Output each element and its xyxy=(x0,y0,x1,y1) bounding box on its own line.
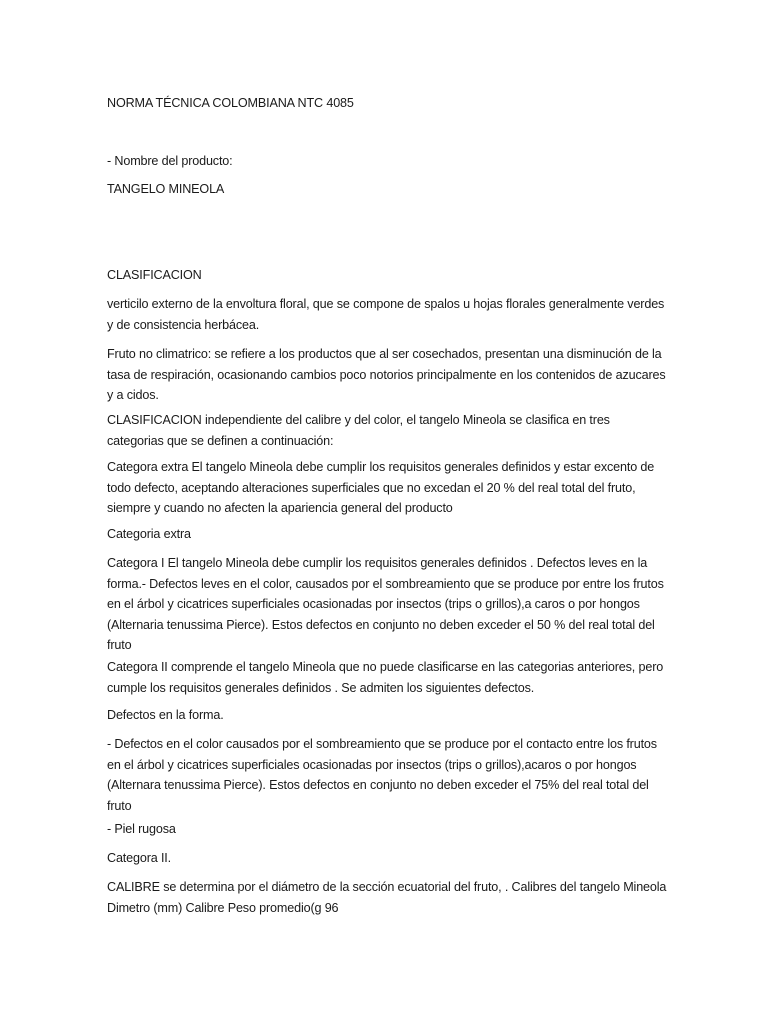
paragraph-categoria-extra-desc: Categora extra El tangelo Mineola debe cumplir los requisitos generales definidos y estar excento de todo defecto, aceptando alteraciones superficiales que no excedan el 20 % del real total del fruto, siempre y cuando no afecten la apariencia general del producto xyxy=(107,460,655,515)
product-name: TANGELO MINEOLA xyxy=(107,182,225,196)
paragraph-categoria-2b: Categora II. xyxy=(107,851,172,865)
section-heading-clasificacion: CLASIFICACION xyxy=(107,268,202,282)
paragraph-defectos-color: - Defectos en el color causados por el sombreamiento que se produce por el contacto entre los frutos en el árbol y cicatrices superficiales ocasionadas por insectos (trips o grillos),acaros o por hongos (Alternara tenussima Pierce). Estos defectos en conjunto no deben exceder el 75% del real total del fruto xyxy=(107,737,657,813)
paragraph-fruto-no-climatrico: Fruto no climatrico: se refiere a los productos que al ser cosechados, presentan una disminución de la tasa de respiración, ocasionando cambios poco notorios principalmente en los contenidos de azucares y a cidos. xyxy=(107,347,666,402)
product-name-label: - Nombre del producto: xyxy=(107,154,233,168)
paragraph-categoria-2: Categora II comprende el tangelo Mineola que no puede clasificarse en las categorias anteriores, pero cumple los requisitos generales definidos . Se admiten los siguientes defectos. xyxy=(107,660,664,695)
document-title: NORMA TÉCNICA COLOMBIANA NTC 4085 xyxy=(107,96,354,110)
paragraph-defectos-forma: Defectos en la forma. xyxy=(107,708,224,722)
paragraph-calibre: CALIBRE se determina por el diámetro de la sección ecuatorial del fruto, . Calibres del tangelo Mineola Dimetro (mm) Calibre Peso promedio(g 96 xyxy=(107,880,667,915)
paragraph-clasificacion: CLASIFICACION independiente del calibre y del color, el tangelo Mineola se clasifica en tres categorias que se definen a continuación: xyxy=(107,413,610,448)
paragraph-categoria-1: Categora I El tangelo Mineola debe cumplir los requisitos generales definidos . Defectos leves en la forma.- Defectos leves en el color, causados por el sombreamiento que se produce por entre los frutos en el árbol y cicatrices superficiales ocasionadas por insectos (trips o grillos),a caros o por hongos (Alternaria tenussima Pierce). Estos defectos en conjunto no deben exceder el 50 % del real total del fruto xyxy=(107,556,664,652)
paragraph-verticilo: verticilo externo de la envoltura floral, que se compone de spalos u hojas florales generalmente verdes y de consistencia herbácea. xyxy=(107,297,665,332)
heading-categoria-extra: Categoria extra xyxy=(107,527,191,541)
paragraph-piel-rugosa: - Piel rugosa xyxy=(107,822,176,836)
